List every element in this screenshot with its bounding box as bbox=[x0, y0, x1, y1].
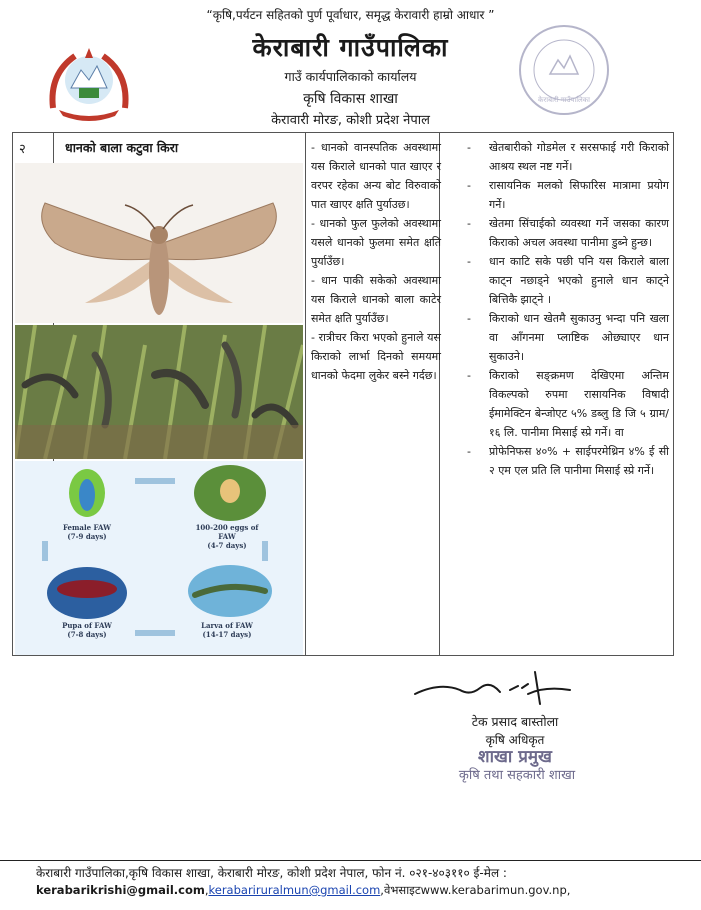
control-text: रासायनिक मलको सिफारिस मात्रामा प्रयोग गर्ने। bbox=[489, 179, 669, 211]
motto: “कृषि,पर्यटन सहितको पुर्ण पूर्वाधार, समृद्ध केरावारी हाम्रो आधार ” bbox=[206, 8, 495, 22]
bullet: - bbox=[467, 312, 471, 325]
signatory-name: टेक प्रसाद बास्तोला bbox=[471, 714, 559, 729]
pest-table bbox=[12, 132, 674, 656]
damage-item: - धानको वानस्पतिक अवस्थामा यस किराले धानको पात खाएर र वरपर रहेका अन्य बोट विरुवाको पात खाएर क्षति पुर्याउछ। bbox=[311, 141, 441, 211]
office-name: गाउँ कार्यपालिकाको कार्यालय bbox=[284, 69, 417, 84]
larvae-photo-icon bbox=[15, 325, 303, 459]
control-item bbox=[467, 214, 669, 252]
damage-description bbox=[311, 138, 441, 385]
serial-number: २ bbox=[19, 142, 26, 157]
footer-address: केराबारी गाउँपालिका,कृषि विकास शाखा, केराबारी मोरङ, कोशी प्रदेश नेपाल, फोन नं. ०२१-४०३११० ई-मेल : bbox=[36, 866, 507, 880]
control-item bbox=[467, 442, 669, 480]
stage-pupa bbox=[47, 621, 127, 639]
org-title: केराबारी गाउँपालिका bbox=[252, 33, 449, 62]
control-text: खेतमा सिंचाईको व्यवस्था गर्ने जसका कारण किराको अचल अवस्था पानीमा डुब्ने हुन्छ। bbox=[489, 217, 669, 249]
pest-name: धानको बाला कटुवा किरा bbox=[65, 140, 179, 155]
control-text: धान काटि सके पछी पनि यस किराले बाला काट्न नछाड्ने भएको हुनाले धान काट्ने बित्तिकै झाट्ने । bbox=[489, 255, 669, 306]
signature-icon bbox=[410, 668, 575, 708]
control-item bbox=[467, 138, 669, 176]
control-item bbox=[467, 252, 669, 309]
stage-duration: (14-17 days) bbox=[202, 630, 252, 639]
address: केरावारी मोरङ, कोशी प्रदेश नेपाल bbox=[271, 113, 430, 128]
stage-label: Female FAW bbox=[62, 523, 112, 532]
control-text: खेतबारीको गोडमेल र सरसफाई गरी किराको आश्रय स्थल नष्ट गर्ने। bbox=[489, 141, 669, 173]
stage-duration: (7-9 days) bbox=[67, 532, 107, 541]
stage-duration: (7-8 days) bbox=[67, 630, 107, 639]
control-text: प्रोफेनिफस ४०% + साईपरमेथ्रिन ४% ई सी २ एम एल प्रति लि पानीमा मिसाई स्प्रे गर्ने। bbox=[489, 445, 669, 477]
damage-item: - धान पाकी सकेको अवस्थामा यस किराले धानको बाला काटेर समेत क्षति पुर्याउँछ। bbox=[311, 274, 441, 325]
bullet: - bbox=[467, 255, 471, 268]
signatory-title: कृषि अधिकृत bbox=[485, 733, 545, 747]
stage-female bbox=[47, 523, 127, 541]
footer-contacts bbox=[36, 883, 696, 898]
control-item bbox=[467, 366, 669, 442]
email-link-ruralmun[interactable]: kerabariruralmun@gmail.com bbox=[208, 883, 381, 897]
stage-larva bbox=[187, 621, 267, 639]
control-text: किराको धान खेतमै सुकाउनु भन्दा पनि खला वा आँगनमा प्लाष्टिक ओछ्याएर धान सुकाउने। bbox=[489, 312, 669, 363]
control-item bbox=[467, 176, 669, 214]
stage-duration: (4-7 days) bbox=[207, 541, 247, 550]
control-measures bbox=[467, 138, 669, 480]
damage-item: - रात्रीचर किरा भएको हुनाले यस किराको लार्भा दिनको समयमा धानको फेदमा लुकेर बस्ने गर्दछ। bbox=[311, 331, 441, 382]
email-link-krishi[interactable]: kerabarikrishi@gmail.com bbox=[36, 883, 205, 897]
stage-label: Larva of FAW bbox=[201, 621, 253, 630]
damage-item: - धानको फुल फुलेको अवस्थामा यसले धानको फुलमा समेत क्षति पुर्याउँछ। bbox=[311, 217, 441, 268]
separator: , bbox=[204, 883, 209, 897]
nepal-emblem-icon bbox=[45, 44, 133, 122]
stage-eggs bbox=[187, 523, 267, 550]
stamp-branch-head: शाखा प्रमुख bbox=[478, 747, 552, 767]
footer-divider bbox=[0, 860, 701, 861]
bullet: - bbox=[467, 445, 471, 458]
stamp-branch-name: कृषि तथा सहकारी शाखा bbox=[458, 768, 576, 783]
life-cycle-diagram bbox=[15, 461, 303, 655]
bullet: - bbox=[467, 141, 471, 154]
control-item bbox=[467, 309, 669, 366]
stage-label: 100-200 eggs of FAW bbox=[195, 523, 259, 541]
branch-name: कृषि विकास शाखा bbox=[303, 91, 398, 107]
column-divider bbox=[305, 133, 306, 655]
office-seal-icon bbox=[514, 20, 614, 120]
moth-image-icon bbox=[15, 163, 303, 323]
seal-text: केराबारी गाउँपालिका bbox=[538, 96, 590, 104]
bullet: - bbox=[467, 217, 471, 230]
control-text: किराको सङ्क्रमण देखिएमा अन्तिम विकल्पको रुपमा रासायनिक विषादी ईमामेक्टिन बेन्जोएट ५% डब्लु डि जि ५ ग्राम/१६ लि. पानीमा मिसाई स्प्रे गर्ने। वा bbox=[489, 369, 669, 439]
bullet: - bbox=[467, 369, 471, 382]
stage-label: Pupa of FAW bbox=[62, 621, 112, 630]
bullet: - bbox=[467, 179, 471, 192]
website-text[interactable]: ,वेभसाइटwww.kerabarimun.gov.np, bbox=[380, 883, 571, 897]
